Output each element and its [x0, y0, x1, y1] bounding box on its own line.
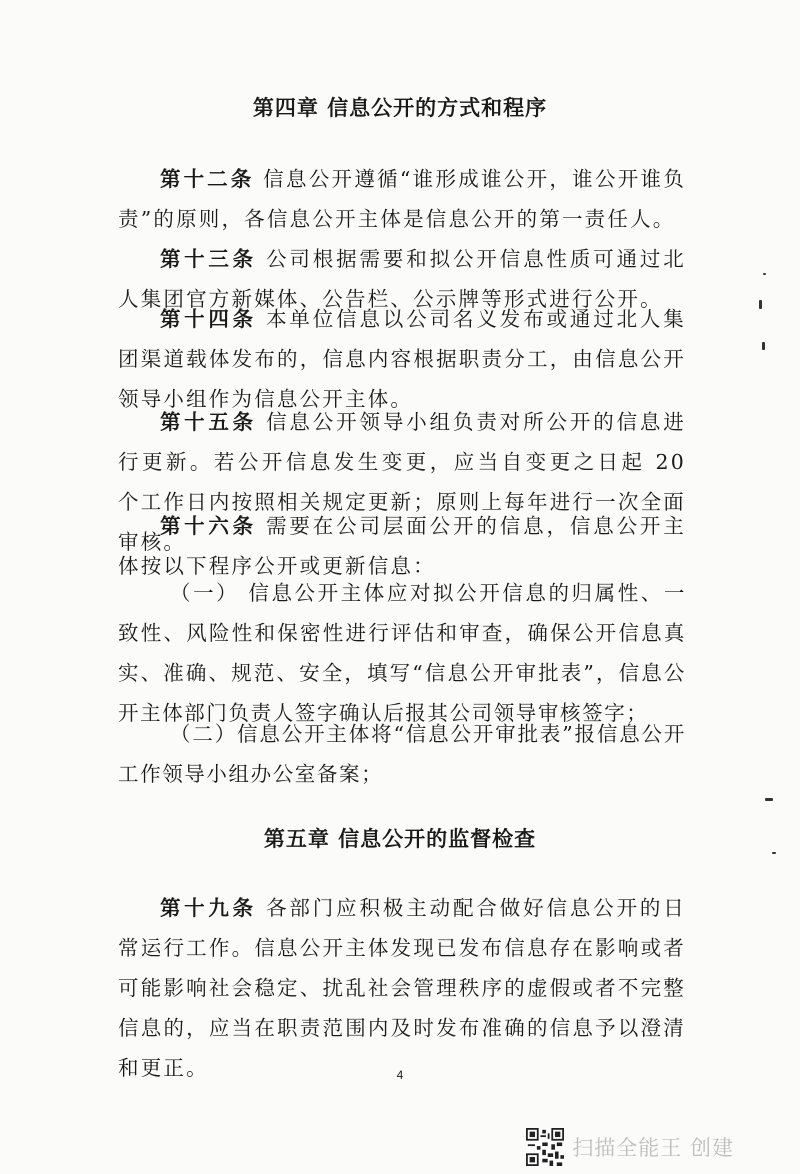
article-label: 第十五条: [160, 410, 257, 434]
article-text: 本单位信息以公司名义发布或通过北人集团渠道载体发布的，信息内容根据职责分工，由信息公开领导小组作为信息公开主体。: [118, 307, 686, 411]
article-label: 第十四条: [160, 307, 257, 331]
procedure-item-2: （二）信息公开主体将“信息公开审批表”报信息公开工作领导小组办公室备案；: [118, 722, 686, 786]
scan-speck: [759, 300, 762, 309]
article-12: [118, 159, 686, 239]
chapter-5-title: 第五章 信息公开的监督检查: [263, 827, 537, 851]
article-text: 公司根据需要和拟公开信息性质可通过北人集团官方新媒体、公告栏、公示牌等形式进行公开。: [118, 247, 686, 311]
qr-code-icon: [526, 1128, 564, 1166]
watermark-text: 扫描全能王 创建: [572, 1136, 734, 1160]
scan-speck: [762, 342, 765, 350]
article-text: 信息公开遵循“谁形成谁公开，谁公开谁负责”的原则，各信息公开主体是信息公开的第一责任人。: [118, 167, 687, 231]
page-number: 4: [396, 1068, 404, 1082]
scan-speck: [765, 798, 773, 801]
article-19: [118, 888, 686, 1088]
procedure-item-1: （一） 信息公开主体应对拟公开信息的归属性、一致性、风险性和保密性进行评估和审查，确保公开信息真实、准确、规范、安全，填写“信息公开审批表”，信息公开主体部门负责人签字确认后报其公司领导审核签字；: [118, 581, 686, 725]
article-label: 第十六条: [160, 514, 257, 538]
scanner-watermark: [526, 1128, 734, 1166]
scan-speck: [763, 273, 766, 275]
article-text: 各部门应积极主动配合做好信息公开的日常运行工作。信息公开主体发现已发布信息存在影响或者可能影响社会稳定、扰乱社会管理秩序的虚假或者不完整信息的，应当在职责范围内及时发布准确的信息予以澄清和更正。: [118, 896, 686, 1080]
article-14: [118, 299, 686, 419]
article-label: 第十二条: [160, 167, 255, 191]
article-label: 第十九条: [160, 896, 257, 920]
article-text: 信息公开领导小组负责对所公开的信息进行更新。若公开信息发生变更，应当自变更之日起 20 个工作日内按照相关规定更新；原则上每年进行一次全面审核。: [118, 410, 686, 554]
scan-speck: [772, 852, 776, 854]
chapter-4-title: 第四章 信息公开的方式和程序: [252, 96, 548, 120]
article-label: 第十三条: [160, 247, 257, 271]
article-text: 需要在公司层面公开的信息，信息公开主体按以下程序公开或更新信息：: [118, 514, 686, 578]
